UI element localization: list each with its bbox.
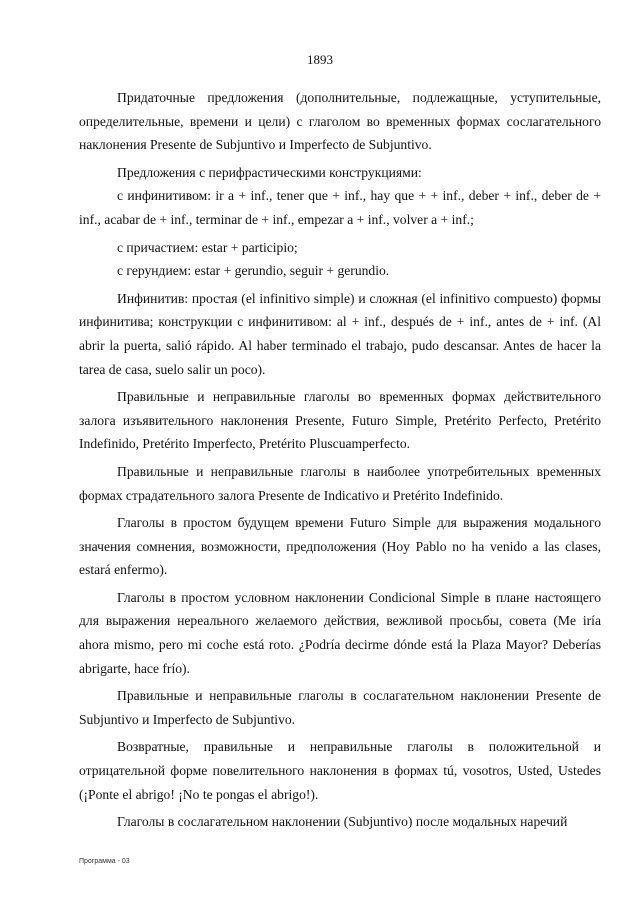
document-body [79,86,601,838]
footer-note: Программа - 03 [79,858,130,865]
paragraph-subjunctive-after-adverbs: Глаголы в сослагательном наклонении (Subjuntivo) после модальных наречий [117,814,568,830]
page-number: 1893 [307,52,333,67]
paragraph-imperative-forms: Возвратные, правильные и неправильные глаголы в положительной и отрицательной форме повелительного наклонения в формах tú, vosotros, Usted, Ustedes (¡Ponte el abrigo! ¡No te pongas el abrigo!). [79,739,601,802]
paragraph-condicional-simple: Глаголы в простом условном наклонении Condicional Simple в плане настоящего для выражения нереального желаемого действия, вежливой просьбы, совета (Me iría ahora mismo, pero mi coche está roto. ¿Podría decirme dónde está la Plaza Mayor? Deberías abrigarte, hace frío). [79,589,601,676]
paragraph-infinitive-periphrasis: с инфинитивом: ir a + inf., tener que + inf., hay que + + inf., deber + inf., deber de + inf., acabar de + inf., terminar de + inf., empezar a + inf., volver a + inf.; [79,188,601,227]
paragraph-passive-voice-tenses: Правильные и неправильные глаголы в наиболее употребительных временных формах страдательного залога Presente de Indicativo и Pretérito Indefinido. [79,463,601,503]
paragraph-gerund-periphrasis: с герундием: estar + gerundio, seguir + gerundio. [117,263,390,279]
paragraph-periphrastic-heading: Предложения с перифрастическими конструкциями: [117,164,422,180]
paragraph-active-voice-tenses: Правильные и неправильные глаголы во временных формах действительного залога изъявительного наклонения Presente, Futuro Simple, Pretérito Perfecto, Pretérito Indefinido, Pretérito Imperfecto, Pretérito Pluscuamperfecto. [79,389,601,452]
paragraph-participle-periphrasis: с причастием: estar + participio; [117,239,298,255]
paragraph-subordinate-clauses: Придаточные предложения (дополнительные, подлежащные, уступительные, определительные, времени и цели) с глаголом во временных формах сослагательного наклонения Presente de Subjuntivo и Imperfecto de Subjuntivo. [79,90,601,153]
paragraph-futuro-simple: Глаголы в простом будущем времени Futuro Simple для выражения модального значения сомнения, возможности, предположения (Hoy Pablo no ha venido a las clases, estará enfermo). [79,515,601,578]
paragraph-infinitive-forms: Инфинитив: простая (el infinitivo simple) и сложная (el infinitivo compuesto) формы инфинитива; конструкции с инфинитивом: al + inf., después de + inf., antes de + inf. (Al abrir la puerta, salió rápido. Al haber terminado el trabajo, pudo descansar. Antes de hacer la tarea de casa, suelo salir un poco). [79,290,601,377]
paragraph-subjunctive-verbs: Правильные и неправильные глаголы в сослагательном наклонении Presente de Subjuntivo и Imperfecto de Subjuntivo. [79,688,601,727]
